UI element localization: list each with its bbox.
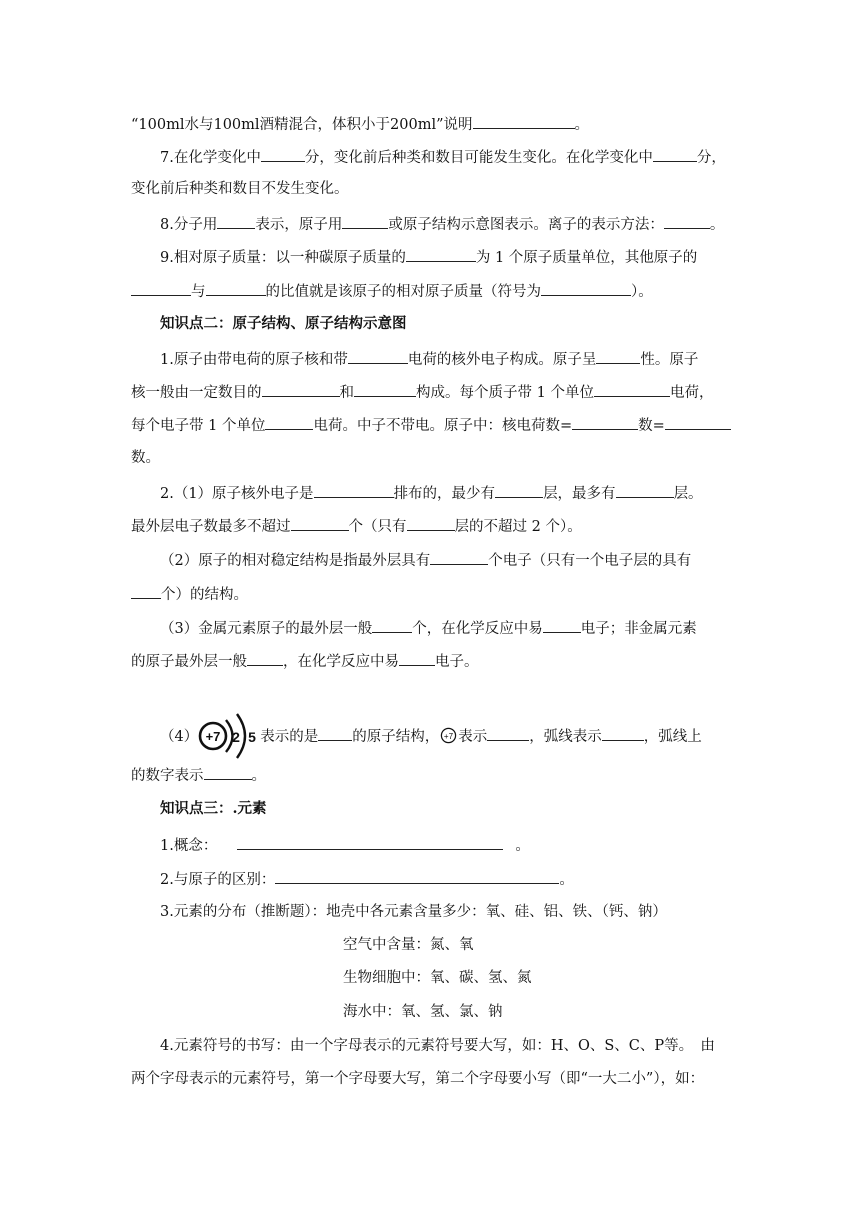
text: 变化前后种类和数目不发生变化。 — [131, 181, 349, 197]
blank[interactable] — [131, 583, 161, 599]
text: 空气中含量：氮、氧 — [343, 937, 474, 953]
blank[interactable] — [406, 246, 476, 262]
text-line-15 — [160, 617, 697, 639]
text-line-17 — [160, 725, 702, 747]
text-line-6 — [131, 280, 653, 302]
text: ，弧线表示 — [529, 729, 602, 745]
text: 9.相对原子质量：以一种碳原子质量的 — [160, 250, 406, 266]
text: （2）原子的相对稳定结构是指最外层具有 — [160, 553, 431, 569]
text-line-10 — [131, 448, 160, 468]
text: 与 — [191, 284, 206, 300]
text: 数。 — [131, 450, 160, 466]
blank[interactable] — [665, 414, 731, 430]
blank[interactable] — [653, 146, 697, 162]
blank[interactable] — [473, 113, 575, 129]
text-line-21 — [160, 902, 667, 922]
blank[interactable] — [275, 868, 559, 884]
text-line-2 — [160, 146, 726, 168]
text-line-25 — [160, 1036, 715, 1056]
text: 。 — [574, 117, 590, 133]
text: 2.（1）原子核外电子是 — [160, 486, 314, 502]
text-line-19 — [160, 834, 530, 856]
text-line-22 — [343, 935, 474, 955]
text: 。 — [559, 872, 574, 888]
text: 或原子结构示意图表示。离子的表示方法： — [388, 217, 664, 233]
text-line-18 — [131, 764, 266, 786]
text: ，在化学反应中易 — [283, 654, 399, 670]
blank[interactable] — [430, 549, 488, 565]
text: 两个字母表示的元素符号，第一个字母要大写，第二个字母要小写（即“一大二小”），如： — [131, 1071, 705, 1087]
text: 。 — [709, 217, 725, 233]
blank[interactable] — [407, 515, 455, 531]
blank[interactable] — [265, 414, 313, 430]
text: 个，在化学反应中易 — [412, 621, 543, 637]
text: 最外层电子数最多不超过 — [131, 519, 291, 535]
blank[interactable] — [342, 213, 388, 229]
text-line-13 — [160, 549, 691, 571]
text: 个）的结构。 — [161, 587, 248, 603]
blank[interactable] — [348, 348, 408, 364]
blank[interactable] — [594, 381, 670, 397]
text: 7.在化学变化中 — [160, 150, 261, 166]
blank[interactable] — [354, 381, 416, 397]
text: ）。 — [631, 284, 653, 300]
text: 电子；非金属元素 — [580, 621, 697, 637]
text: 每个电子带 1 个单位 — [131, 418, 266, 434]
blank[interactable] — [664, 213, 710, 229]
blank[interactable] — [314, 482, 394, 498]
text-line-14 — [131, 583, 248, 605]
text: 表示 — [458, 729, 488, 745]
text: 3.元素的分布（推断题）：地壳中各元素含量多少：氧、硅、铝、铁、（钙、钠） — [160, 904, 667, 920]
text-line-8 — [131, 381, 713, 403]
blank[interactable] — [262, 381, 340, 397]
blank[interactable] — [541, 280, 631, 296]
text: 的原子最外层一般 — [131, 654, 247, 670]
text: “100ml水与100ml酒精混合，体积小于200ml”说明 — [131, 117, 473, 133]
blank[interactable] — [237, 834, 503, 850]
text: 电子。 — [435, 654, 479, 670]
text: 个（只有 — [348, 519, 407, 535]
text-line-9 — [131, 414, 731, 436]
text: 1.概念： — [160, 838, 218, 854]
text: 数= — [638, 418, 665, 434]
text-line-24 — [343, 1002, 503, 1022]
text: 4.元素符号的书写：由一个字母表示的元素符号要大写，如：H、O、S、C、P等。 由 — [160, 1038, 715, 1054]
blank[interactable] — [261, 146, 305, 162]
text: 排布的，最少有 — [393, 486, 496, 502]
text: 层，最多有 — [543, 486, 616, 502]
text: 生物细胞中：氧、碳、氢、氮 — [343, 970, 532, 986]
text: 性。原子 — [640, 352, 699, 368]
text: 核一般由一定数目的 — [131, 385, 262, 401]
text: 的数字表示 — [131, 768, 204, 784]
text-line-11 — [160, 482, 703, 504]
text: 层。 — [673, 486, 703, 502]
shell-1-electrons: 2 — [232, 729, 240, 745]
text: 。 — [515, 838, 530, 854]
text-line-3 — [131, 179, 349, 199]
text: 1.原子由带电荷的原子核和带 — [160, 352, 348, 368]
nucleus-small-label: +7 — [444, 731, 454, 741]
text-line-26 — [131, 1069, 704, 1089]
text-line-23 — [343, 968, 532, 988]
blank[interactable] — [131, 280, 191, 296]
text: （3）金属元素原子的最外层一般 — [160, 621, 373, 637]
text-line-20 — [160, 868, 574, 890]
text: 层的不超过 2 个）。 — [454, 519, 582, 535]
text-line-16 — [131, 650, 479, 672]
nucleus-small-icon — [440, 727, 457, 744]
shell-2-electrons: 5 — [248, 729, 256, 745]
section-heading-3 — [160, 799, 267, 819]
blank[interactable] — [487, 725, 529, 741]
nucleus-charge: +7 — [205, 729, 221, 744]
blank[interactable] — [495, 482, 543, 498]
blank[interactable] — [602, 725, 644, 741]
blank[interactable] — [616, 482, 674, 498]
blank[interactable] — [204, 764, 252, 780]
heading-text: 知识点二：原子结构、原子结构示意图 — [160, 315, 407, 332]
blank[interactable] — [247, 650, 283, 666]
text: 个电子（只有一个电子层的具有 — [488, 553, 692, 569]
blank[interactable] — [291, 515, 349, 531]
heading-text: 知识点三：.元素 — [160, 800, 267, 817]
section-heading-2 — [160, 314, 407, 334]
text: 海水中：氧、氢、氯、钠 — [343, 1004, 503, 1020]
text: 电荷的核外电子构成。原子呈 — [407, 352, 597, 368]
text-line-1 — [131, 113, 589, 135]
text: 的原子结构， — [352, 729, 440, 745]
text: 构成。每个质子带 1 个单位 — [416, 385, 594, 401]
blank[interactable] — [399, 650, 435, 666]
text-line-12 — [131, 515, 582, 537]
blank[interactable] — [596, 348, 640, 364]
text: 分，变化前后种类和数目可能发生变化。在化学变化中 — [304, 150, 653, 166]
blank[interactable] — [206, 280, 266, 296]
text-line-4 — [160, 213, 724, 235]
text: 电荷， — [669, 385, 714, 401]
blank[interactable] — [543, 617, 581, 633]
text: 表示，原子用 — [255, 217, 343, 233]
text: 的比值就是该原子的相对原子质量（符号为 — [265, 284, 541, 300]
blank[interactable] — [372, 617, 412, 633]
text: （4） — [160, 729, 199, 745]
text-line-5 — [160, 246, 697, 268]
blank[interactable] — [318, 725, 352, 741]
text: ，弧线上 — [643, 729, 702, 745]
text: 分， — [696, 150, 726, 166]
blank[interactable] — [217, 213, 255, 229]
text: 8.分子用 — [160, 217, 218, 233]
text: 表示的是 — [260, 729, 319, 745]
text-line-7 — [160, 348, 698, 370]
text: 为 1 个原子质量单位，其他原子的 — [475, 250, 698, 266]
text: 电荷。中子不带电。原子中：核电荷数= — [313, 418, 573, 434]
text: 和 — [339, 385, 354, 401]
text: 2.与原子的区别： — [160, 872, 276, 888]
text: 。 — [251, 768, 266, 784]
blank[interactable] — [572, 414, 638, 430]
